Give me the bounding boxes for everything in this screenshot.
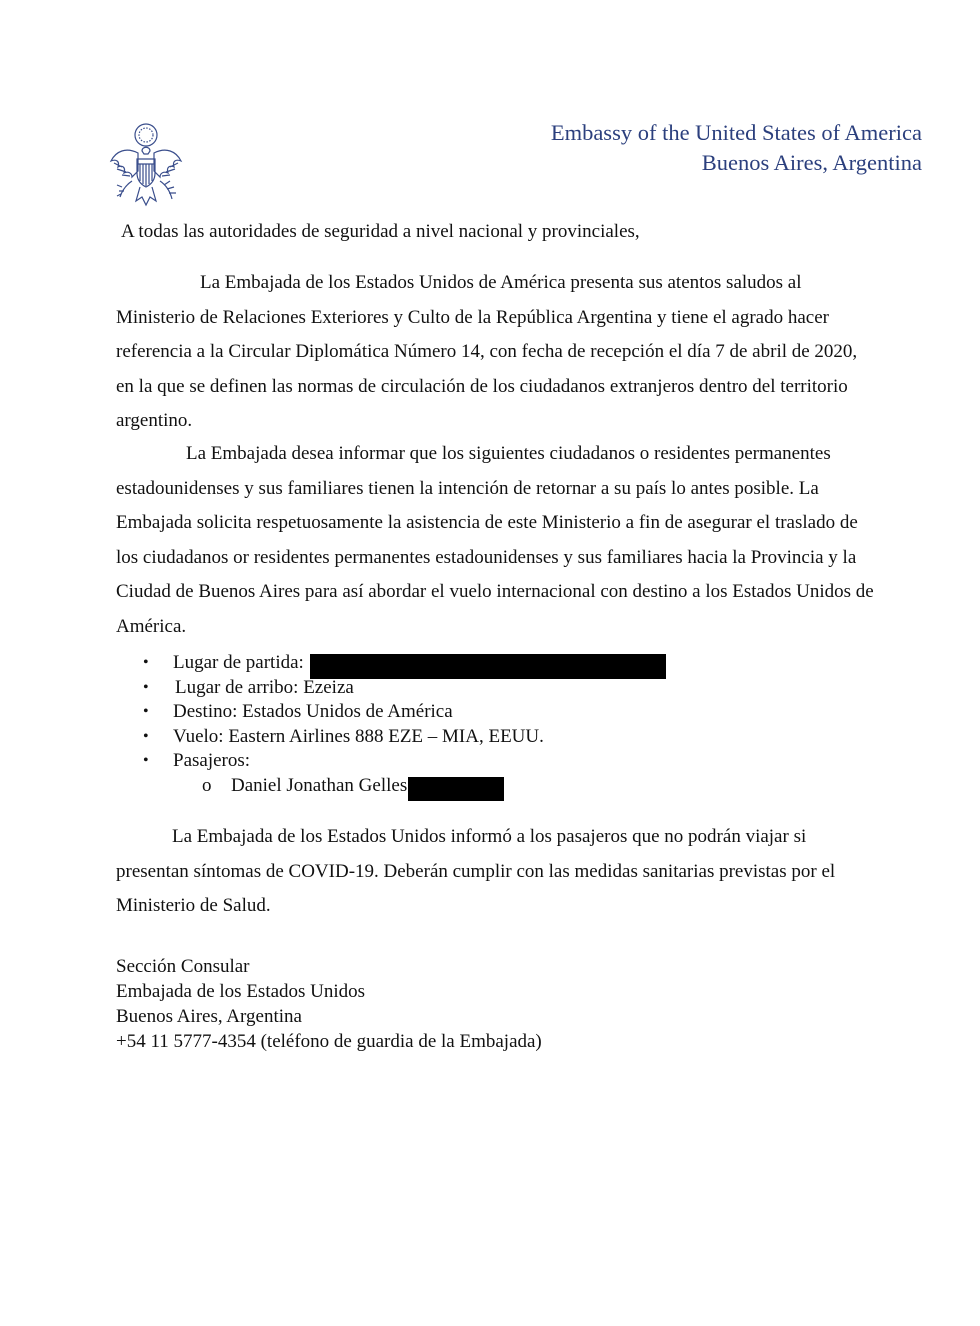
letterhead-city: Buenos Aires, Argentina bbox=[701, 150, 922, 175]
signature-line: Sección Consular bbox=[116, 956, 250, 977]
destination-item: Destino: Estados Unidos de América bbox=[173, 701, 453, 722]
passenger-item bbox=[116, 774, 816, 799]
letterhead-embassy: Embassy of the United States of America bbox=[550, 120, 922, 145]
signature-phone: +54 11 5777-4354 (teléfono de guardia de la Embajada) bbox=[116, 1031, 542, 1052]
list-item bbox=[116, 749, 816, 774]
paragraph-3-text: La Embajada de los Estados Unidos informó a los pasajeros que no podrán viajar si presentan síntomas de COVID-19. Deberán cumplir con las medidas sanitarias previstas por el Ministerio de Salud. bbox=[116, 826, 836, 916]
list-item bbox=[116, 676, 816, 701]
list-item bbox=[116, 725, 816, 750]
bullet-icon: • bbox=[143, 654, 149, 671]
paragraph-1-text: La Embajada de los Estados Unidos de América presenta sus atentos saludos al Ministerio de Relaciones Exteriores y Culto de la República Argentina y tiene el agrado hacer referencia a la Circular Diplomática Número 14, con fecha de recepción el día 7 de abril de 2020, en la que se definen las normas de circulación de los ciudadanos extranjeros dentro del territorio argentino. bbox=[116, 272, 858, 431]
flight-item: Vuelo: Eastern Airlines 888 EZE – MIA, EEUU. bbox=[173, 725, 544, 747]
paragraph-1 bbox=[116, 266, 876, 439]
paragraph-2 bbox=[116, 437, 876, 644]
arrival-item: Lugar de arribo: Ezeiza bbox=[175, 676, 354, 698]
bullet-icon: • bbox=[143, 727, 149, 745]
paragraph-2-text: La Embajada desea informar que los siguientes ciudadanos o residentes permanentes estadounidenses y sus familiares tienen la intención de retornar a su país lo antes posible. La Embajada solicita respetuosamente la asistencia de este Ministerio a fin de asegurar el traslado de los ciudadanos or residentes permanentes estadounidenses y sus familiares hacia la Provincia y la Ciudad de Buenos Aires para así abordar el vuelo internacional con destino a los Estados Unidos de América. bbox=[116, 443, 874, 637]
signature-block bbox=[116, 954, 542, 1054]
list-item bbox=[116, 700, 816, 725]
bullet-icon: • bbox=[143, 752, 149, 769]
list-item bbox=[116, 651, 816, 676]
bullet-icon: • bbox=[143, 703, 149, 720]
passenger-name: Daniel Jonathan Gelles bbox=[231, 774, 408, 796]
redaction-bar bbox=[408, 777, 504, 801]
signature-line: Buenos Aires, Argentina bbox=[116, 1006, 302, 1027]
paragraph-3 bbox=[116, 820, 876, 924]
great-seal-icon bbox=[108, 121, 184, 209]
salutation: A todas las autoridades de seguridad a nivel nacional y provinciales, bbox=[121, 221, 640, 242]
letterhead bbox=[551, 118, 922, 178]
travel-details-list bbox=[116, 651, 816, 798]
sub-bullet-icon: o bbox=[202, 774, 212, 796]
departure-label: Lugar de partida: bbox=[173, 652, 304, 673]
bullet-icon: • bbox=[143, 678, 149, 696]
signature-line: Embajada de los Estados Unidos bbox=[116, 981, 366, 1002]
passengers-item: Pasajeros: bbox=[173, 750, 251, 771]
